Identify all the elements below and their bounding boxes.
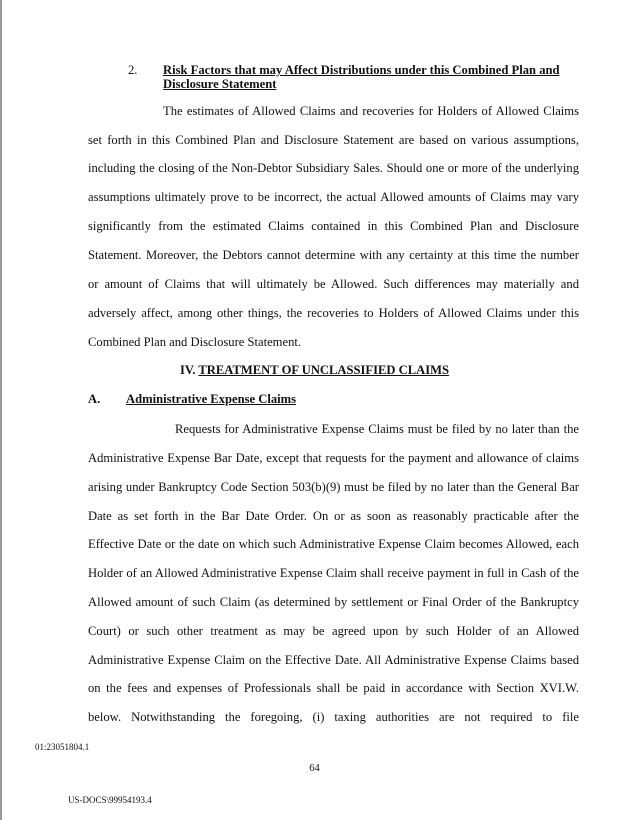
paragraph-line: Combined Plan and Disclosure Statement. bbox=[88, 335, 302, 349]
section-title-line-2: Disclosure Statement bbox=[163, 77, 277, 91]
paragraph-line: on the fees and expenses of Professionals shall be paid in accordance with Section XVI.W. bbox=[88, 681, 579, 695]
paragraph-line: Effective Date or the date on which such Administrative Expense Claim becomes Allowed, each bbox=[88, 537, 579, 551]
paragraph-line: significantly from the estimated Claims contained in this Combined Plan and Disclosure bbox=[88, 219, 579, 233]
page-edge-divider bbox=[0, 0, 2, 820]
paragraph-line: set forth in this Combined Plan and Disclosure Statement are based on various assumptions, bbox=[88, 133, 579, 147]
paragraph-line: assumptions ultimately prove to be incorrect, the actual Allowed amounts of Claims may vary bbox=[88, 190, 579, 204]
paragraph-line: Date as set forth in the Bar Date Order. On or as soon as reasonably practicable after the bbox=[88, 509, 579, 523]
subsection-letter: A. bbox=[88, 392, 101, 406]
paragraph-line: arising under Bankruptcy Code Section 503(b)(9) must be filed by no later than the General Bar bbox=[88, 480, 579, 494]
footer-doc-id-bottom: US-DOCS\99954193.4 bbox=[68, 795, 152, 805]
section-title-line-1: Risk Factors that may Affect Distributions under this Combined Plan and bbox=[163, 63, 560, 77]
paragraph-line: or amount of Claims that will ultimately be Allowed. Such differences may materially and bbox=[88, 277, 579, 291]
paragraph-line: Statement. Moreover, the Debtors cannot determine with any certainty at this time the number bbox=[88, 248, 579, 262]
paragraph-line: Administrative Expense Claim on the Effective Date. All Administrative Expense Claims based bbox=[88, 653, 579, 667]
article-number: IV. bbox=[179, 363, 196, 377]
article-heading bbox=[0, 363, 629, 378]
page-number: 64 bbox=[309, 763, 320, 774]
paragraph-line: Requests for Administrative Expense Claims must be filed by no later than the bbox=[175, 422, 579, 436]
paragraph-line: The estimates of Allowed Claims and recoveries for Holders of Allowed Claims bbox=[163, 104, 579, 118]
paragraph-line: including the closing of the Non-Debtor Subsidiary Sales. Should one or more of the underlying bbox=[88, 161, 579, 175]
article-title: TREATMENT OF UNCLASSIFIED CLAIMS bbox=[198, 363, 450, 377]
paragraph-line: Allowed amount of such Claim (as determined by settlement or Final Order of the Bankruptcy bbox=[88, 595, 579, 609]
paragraph-line: Holder of an Allowed Administrative Expense Claim shall receive payment in full in Cash of the bbox=[88, 566, 579, 580]
subsection-title: Administrative Expense Claims bbox=[126, 392, 297, 406]
footer-doc-id-left: 01:23051804.1 bbox=[35, 742, 90, 752]
paragraph-line: Administrative Expense Bar Date, except that requests for the payment and allowance of claims bbox=[88, 451, 579, 465]
paragraph-line: Court) or such other treatment as may be agreed upon by such Holder of an Allowed bbox=[88, 624, 579, 638]
section-number: 2. bbox=[128, 63, 138, 77]
paragraph-line: adversely affect, among other things, the recoveries to Holders of Allowed Claims under this bbox=[88, 306, 579, 320]
paragraph-line: below. Notwithstanding the foregoing, (i) taxing authorities are not required to file bbox=[88, 710, 579, 724]
